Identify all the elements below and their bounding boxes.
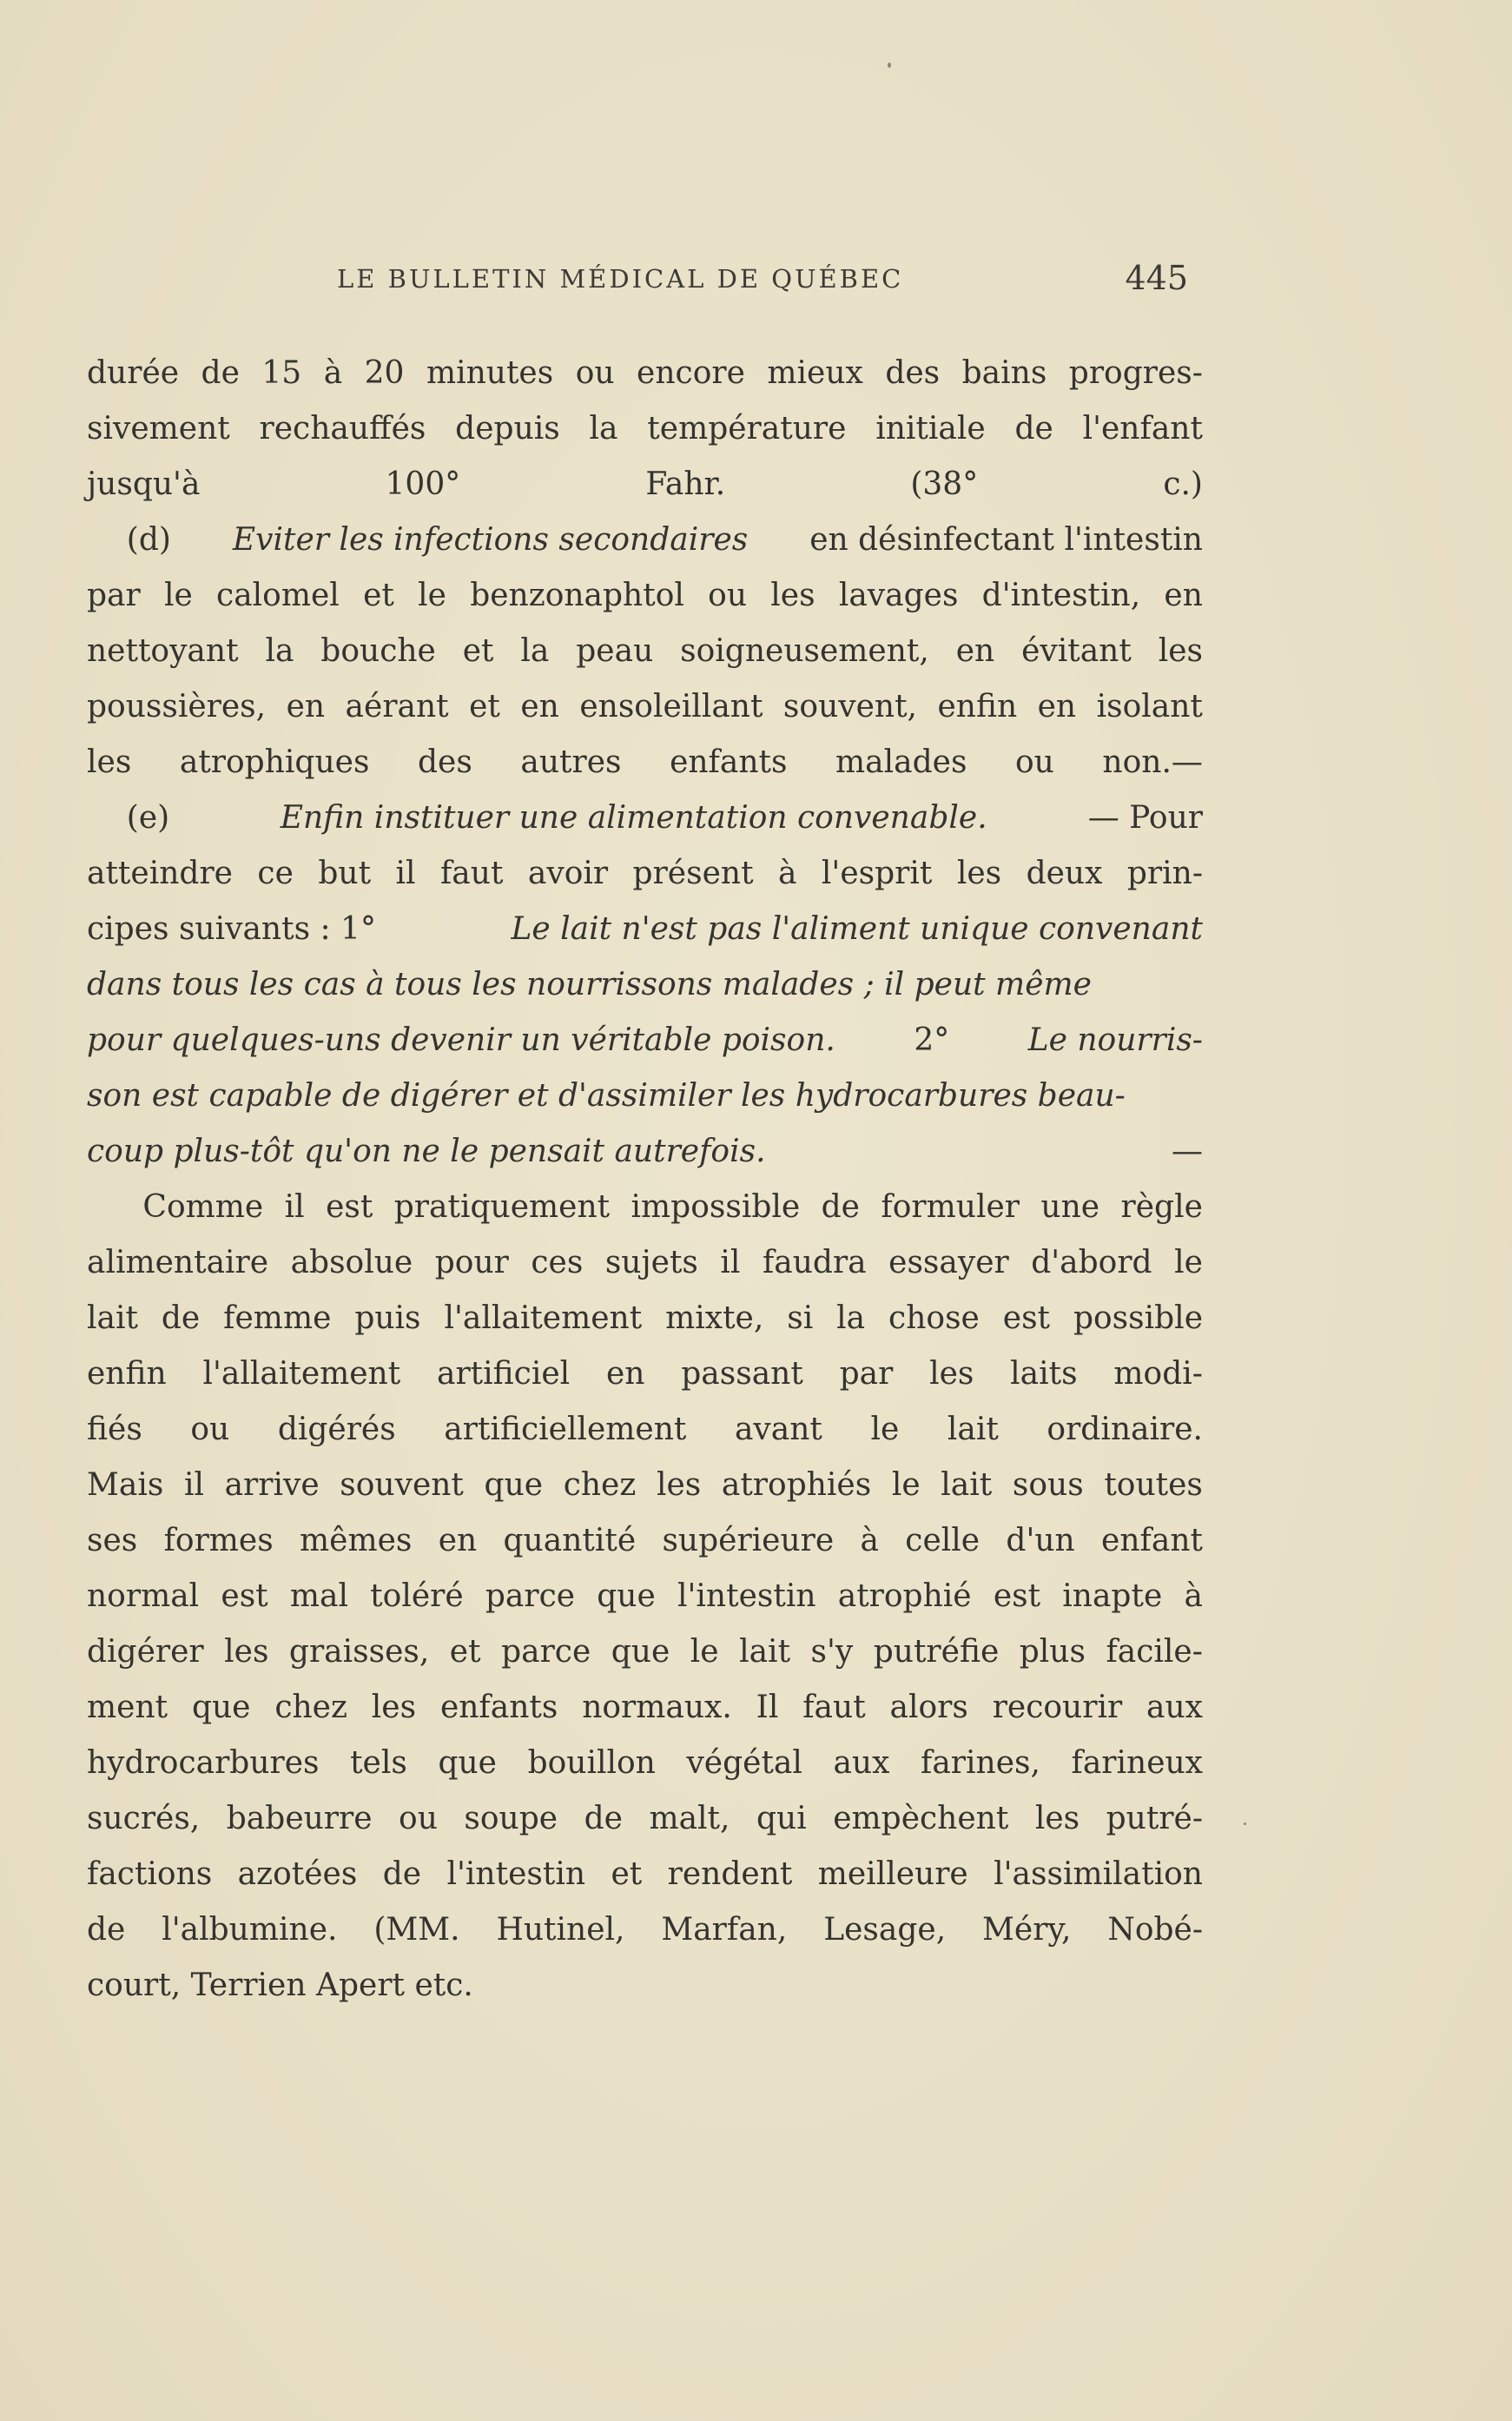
- word: facile-: [1106, 1634, 1203, 1670]
- word: c.): [1163, 466, 1203, 502]
- word: que: [611, 1634, 670, 1670]
- word: Mais: [87, 1467, 164, 1503]
- word: température: [647, 411, 847, 446]
- word: artificiellement: [444, 1412, 687, 1447]
- word: de: [87, 1912, 126, 1948]
- page-header: [337, 259, 1188, 302]
- word: en: [286, 689, 326, 724]
- italic-text: Le nourris-: [1027, 1022, 1203, 1058]
- word: alimentaire: [87, 1245, 269, 1280]
- word: bains: [961, 355, 1047, 391]
- word: l'intestin: [677, 1578, 816, 1614]
- word: l'assimilation: [994, 1856, 1203, 1892]
- word: enfin: [87, 1356, 167, 1392]
- word: poussières,: [87, 689, 267, 724]
- word: mêmes: [300, 1523, 413, 1558]
- word: que: [597, 1578, 656, 1614]
- text-line: [87, 957, 1203, 1013]
- word: puis: [354, 1300, 421, 1336]
- word: enfants: [439, 1690, 558, 1725]
- word: des: [418, 744, 472, 780]
- word: pratiquement: [393, 1189, 611, 1225]
- word: normal: [87, 1578, 200, 1614]
- word: parce: [501, 1634, 591, 1670]
- word: Comme: [142, 1189, 264, 1225]
- word: l'enfant: [1082, 411, 1203, 446]
- text-segment: (d): [87, 522, 182, 558]
- word: meilleure: [817, 1856, 968, 1892]
- word: le: [418, 578, 446, 613]
- word: digérer: [87, 1634, 204, 1670]
- word: essayer: [888, 1245, 1009, 1280]
- word: toléré: [370, 1578, 464, 1614]
- word: benzonaphtol: [470, 578, 684, 613]
- word: faudra: [762, 1245, 867, 1280]
- word: hydrocarbures: [87, 1745, 320, 1781]
- text-segment: 2°: [903, 1022, 960, 1058]
- word: absolue: [290, 1245, 413, 1280]
- word: enfin: [937, 689, 1018, 724]
- word: de: [161, 1300, 201, 1336]
- running-title: LE BULLETIN MÉDICAL DE QUÉBEC: [337, 264, 904, 294]
- word: 20: [364, 355, 405, 391]
- word: d'un: [1006, 1523, 1075, 1558]
- word: (MM.: [373, 1912, 460, 1948]
- word: azotées: [237, 1856, 358, 1892]
- word: sivement: [87, 411, 230, 446]
- word: mal: [289, 1578, 348, 1614]
- word: Nobé-: [1107, 1912, 1203, 1948]
- word: (38°: [910, 466, 979, 502]
- word: femme: [223, 1300, 332, 1336]
- italic-text: coup plus-tôt qu'on ne le pensait autrefois.: [87, 1134, 766, 1169]
- word: ou: [1015, 744, 1054, 780]
- word: empèchent: [833, 1801, 1009, 1836]
- word: en: [605, 1356, 645, 1392]
- text-segment: cipes suivants : 1°: [87, 911, 386, 947]
- word: des: [885, 355, 941, 391]
- word: ses: [87, 1523, 138, 1558]
- word: les: [1158, 633, 1203, 669]
- word: ou: [575, 355, 615, 391]
- word: une: [1040, 1189, 1100, 1225]
- word: l'albumine.: [162, 1912, 338, 1948]
- word: est: [993, 1578, 1041, 1614]
- word: but: [318, 856, 372, 891]
- word: le: [1174, 1245, 1203, 1280]
- word: calomel: [216, 578, 340, 613]
- word: chez: [563, 1467, 637, 1503]
- word: est: [221, 1578, 268, 1614]
- word: depuis: [455, 411, 560, 446]
- word: sujets: [604, 1245, 698, 1280]
- word: minutes: [426, 355, 554, 391]
- text-line: [87, 1680, 1203, 1736]
- word: malades: [835, 744, 967, 780]
- text-segment: court, Terrien Apert etc.: [87, 1968, 473, 2003]
- text-line: [87, 513, 1203, 568]
- word: est: [1002, 1300, 1051, 1336]
- word: prin-: [1126, 856, 1203, 891]
- text-line: [87, 1346, 1203, 1402]
- word: Marfan,: [661, 1912, 788, 1948]
- word: impossible: [631, 1189, 801, 1225]
- word: Hutinel,: [496, 1912, 625, 1948]
- text-line: [87, 1569, 1203, 1624]
- word: la: [589, 411, 618, 446]
- text-line: [87, 1791, 1203, 1847]
- word: chez: [274, 1690, 347, 1725]
- word: aérant: [345, 689, 449, 724]
- word: en: [1037, 689, 1077, 724]
- word: normaux.: [582, 1690, 732, 1725]
- word: artificiel: [437, 1356, 571, 1392]
- word: les: [87, 744, 132, 780]
- text-line: [87, 1235, 1203, 1291]
- word: alors: [889, 1690, 968, 1725]
- text-line: [87, 1291, 1203, 1346]
- word: celle: [905, 1523, 980, 1558]
- word: de: [821, 1189, 860, 1225]
- text-line: [87, 1402, 1203, 1458]
- word: rechauffés: [259, 411, 426, 446]
- text-line: [87, 679, 1203, 735]
- word: ensoleillant: [579, 689, 763, 724]
- text-segment: en désinfectant l'intestin: [799, 522, 1203, 558]
- italic-text: dans tous les cas à tous les nourrissons malades ; il peut même: [87, 967, 1092, 1002]
- text-line: [87, 457, 1203, 513]
- word: de: [382, 1856, 422, 1892]
- text-line: [87, 1124, 1203, 1180]
- text-segment: —: [1172, 1134, 1203, 1169]
- word: lait: [947, 1412, 999, 1447]
- word: évitant: [1021, 633, 1132, 669]
- word: atrophié: [837, 1578, 972, 1614]
- word: isolant: [1096, 689, 1203, 724]
- word: faut: [439, 856, 504, 891]
- word: lait: [941, 1467, 993, 1503]
- word: il: [183, 1467, 204, 1503]
- italic-text: Le lait n'est pas l'aliment unique convenant: [511, 911, 1203, 947]
- word: 15: [261, 355, 302, 391]
- word: si: [787, 1300, 814, 1336]
- word: malt,: [649, 1801, 730, 1836]
- paper-speck: [1244, 1822, 1246, 1825]
- word: il: [284, 1189, 305, 1225]
- italic-text: Enfin instituer une alimentation convenable.: [280, 800, 987, 836]
- word: avoir: [527, 856, 609, 891]
- word: et: [469, 689, 500, 724]
- word: en: [1164, 578, 1203, 613]
- word: chose: [888, 1300, 980, 1336]
- word: lavages: [838, 578, 959, 613]
- word: et: [449, 1634, 481, 1670]
- text-line: [87, 346, 1203, 401]
- word: s'y: [810, 1634, 854, 1670]
- text-line: [87, 1458, 1203, 1513]
- word: recourir: [992, 1690, 1123, 1725]
- word: quantité: [503, 1523, 637, 1558]
- word: les: [1034, 1801, 1080, 1836]
- text-line: [87, 624, 1203, 679]
- text-line: [87, 1013, 1203, 1068]
- word: pour: [434, 1245, 509, 1280]
- word: l'intestin: [446, 1856, 586, 1892]
- text-line: [87, 568, 1203, 624]
- word: sucrés,: [87, 1801, 201, 1836]
- italic-text: pour quelques-uns devenir un véritable poison.: [87, 1022, 835, 1058]
- body-text: [87, 346, 1203, 2014]
- word: l'allaitement: [444, 1300, 643, 1336]
- text-line: [87, 1958, 1203, 2014]
- word: deux: [1026, 856, 1103, 891]
- word: progres-: [1068, 355, 1203, 391]
- word: aux: [1146, 1690, 1203, 1725]
- word: encore: [637, 355, 745, 391]
- word: fiés: [87, 1412, 142, 1447]
- word: farines,: [921, 1745, 1040, 1781]
- word: avant: [734, 1412, 822, 1447]
- word: ou: [190, 1412, 230, 1447]
- word: Méry,: [982, 1912, 1072, 1948]
- word: lait: [87, 1300, 138, 1336]
- word: digérés: [277, 1412, 396, 1447]
- text-line: [87, 1513, 1203, 1569]
- word: autres: [520, 744, 622, 780]
- text-line: [87, 1902, 1203, 1958]
- word: qui: [756, 1801, 807, 1836]
- word: est: [326, 1189, 373, 1225]
- word: que: [191, 1690, 251, 1725]
- word: formuler: [881, 1189, 1020, 1225]
- italic-text: Eviter les infections secondaires: [232, 522, 749, 558]
- text-line: [87, 902, 1203, 957]
- word: à: [1184, 1578, 1203, 1614]
- word: Fahr.: [645, 466, 726, 502]
- word: les: [656, 1467, 702, 1503]
- word: inapte: [1062, 1578, 1163, 1614]
- word: parce: [485, 1578, 576, 1614]
- word: de: [201, 355, 240, 391]
- word: atrophiques: [179, 744, 370, 780]
- word: factions: [87, 1856, 213, 1892]
- word: ment: [87, 1690, 168, 1725]
- word: bouche: [320, 633, 436, 669]
- text-line: [87, 1624, 1203, 1680]
- word: 100°: [385, 466, 461, 502]
- text-line: [87, 1068, 1203, 1124]
- word: et: [611, 1856, 643, 1892]
- text-segment: — Pour: [1087, 800, 1203, 836]
- word: l'esprit: [821, 856, 933, 891]
- word: la: [520, 633, 550, 669]
- word: par: [839, 1356, 894, 1392]
- word: farineux: [1071, 1745, 1203, 1781]
- word: initiale: [875, 411, 986, 446]
- word: en: [955, 633, 995, 669]
- word: sous: [1012, 1467, 1084, 1503]
- word: par: [87, 578, 141, 613]
- italic-text: son est capable de digérer et d'assimiler les hydrocarbures beau-: [87, 1078, 1126, 1114]
- word: Il: [756, 1690, 779, 1725]
- word: de: [1014, 411, 1053, 446]
- word: tels: [350, 1745, 407, 1781]
- word: végétal: [686, 1745, 802, 1781]
- page-number: 445: [1125, 259, 1188, 297]
- paper-speck: [888, 63, 891, 68]
- word: les: [371, 1690, 417, 1725]
- word: le: [891, 1467, 921, 1503]
- word: l'allaitement: [202, 1356, 401, 1392]
- word: la: [836, 1300, 866, 1336]
- word: aux: [833, 1745, 890, 1781]
- word: ou: [708, 578, 748, 613]
- word: et: [462, 633, 494, 669]
- word: il: [395, 856, 416, 891]
- word: durée: [87, 355, 180, 391]
- text-line: [87, 846, 1203, 902]
- text-line: [87, 1180, 1203, 1235]
- word: non.—: [1102, 744, 1203, 780]
- text-segment: (e): [87, 800, 180, 836]
- word: à: [778, 856, 797, 891]
- word: modi-: [1113, 1356, 1203, 1392]
- word: ces: [531, 1245, 584, 1280]
- word: souvent,: [782, 689, 917, 724]
- word: arrive: [224, 1467, 320, 1503]
- word: le: [163, 578, 193, 613]
- word: ce: [257, 856, 294, 891]
- word: faut: [802, 1690, 866, 1725]
- word: il: [720, 1245, 741, 1280]
- word: enfants: [670, 744, 788, 780]
- word: possible: [1073, 1300, 1203, 1336]
- word: ordinaire.: [1047, 1412, 1203, 1447]
- word: formes: [163, 1523, 274, 1558]
- word: les: [770, 578, 815, 613]
- word: plus: [1019, 1634, 1086, 1670]
- word: putréfie: [873, 1634, 1000, 1670]
- word: de: [584, 1801, 623, 1836]
- word: lait: [739, 1634, 791, 1670]
- word: le: [870, 1412, 900, 1447]
- word: à: [860, 1523, 879, 1558]
- word: à: [323, 355, 343, 391]
- word: graisses,: [288, 1634, 430, 1670]
- word: que: [484, 1467, 544, 1503]
- word: atrophiés: [721, 1467, 872, 1503]
- text-line: [87, 1736, 1203, 1791]
- word: soigneusement,: [680, 633, 929, 669]
- word: le: [690, 1634, 719, 1670]
- word: d'intestin,: [981, 578, 1141, 613]
- word: d'abord: [1031, 1245, 1152, 1280]
- word: enfant: [1101, 1523, 1203, 1558]
- word: laits: [1010, 1356, 1078, 1392]
- text-line: [87, 401, 1203, 457]
- word: en: [438, 1523, 478, 1558]
- word: passant: [681, 1356, 803, 1392]
- word: supérieure: [662, 1523, 835, 1558]
- word: putré-: [1106, 1801, 1203, 1836]
- word: les: [224, 1634, 269, 1670]
- word: que: [438, 1745, 497, 1781]
- word: la: [265, 633, 294, 669]
- word: mieux: [767, 355, 863, 391]
- word: rendent: [667, 1856, 793, 1892]
- word: soupe: [464, 1801, 558, 1836]
- word: peau: [576, 633, 654, 669]
- word: babeurre: [226, 1801, 373, 1836]
- word: Lesage,: [823, 1912, 947, 1948]
- word: et: [363, 578, 394, 613]
- word: atteindre: [87, 856, 233, 891]
- word: jusqu'à: [87, 466, 201, 502]
- text-line: [87, 735, 1203, 790]
- word: règle: [1120, 1189, 1203, 1225]
- word: les: [929, 1356, 974, 1392]
- word: présent: [632, 856, 754, 891]
- word: souvent: [340, 1467, 464, 1503]
- word: en: [520, 689, 559, 724]
- word: nettoyant: [87, 633, 239, 669]
- word: les: [956, 856, 1002, 891]
- text-line: [87, 790, 1203, 846]
- word: ou: [399, 1801, 438, 1836]
- text-line: [87, 1847, 1203, 1902]
- word: bouillon: [527, 1745, 656, 1781]
- word: toutes: [1104, 1467, 1203, 1503]
- word: mixte,: [665, 1300, 764, 1336]
